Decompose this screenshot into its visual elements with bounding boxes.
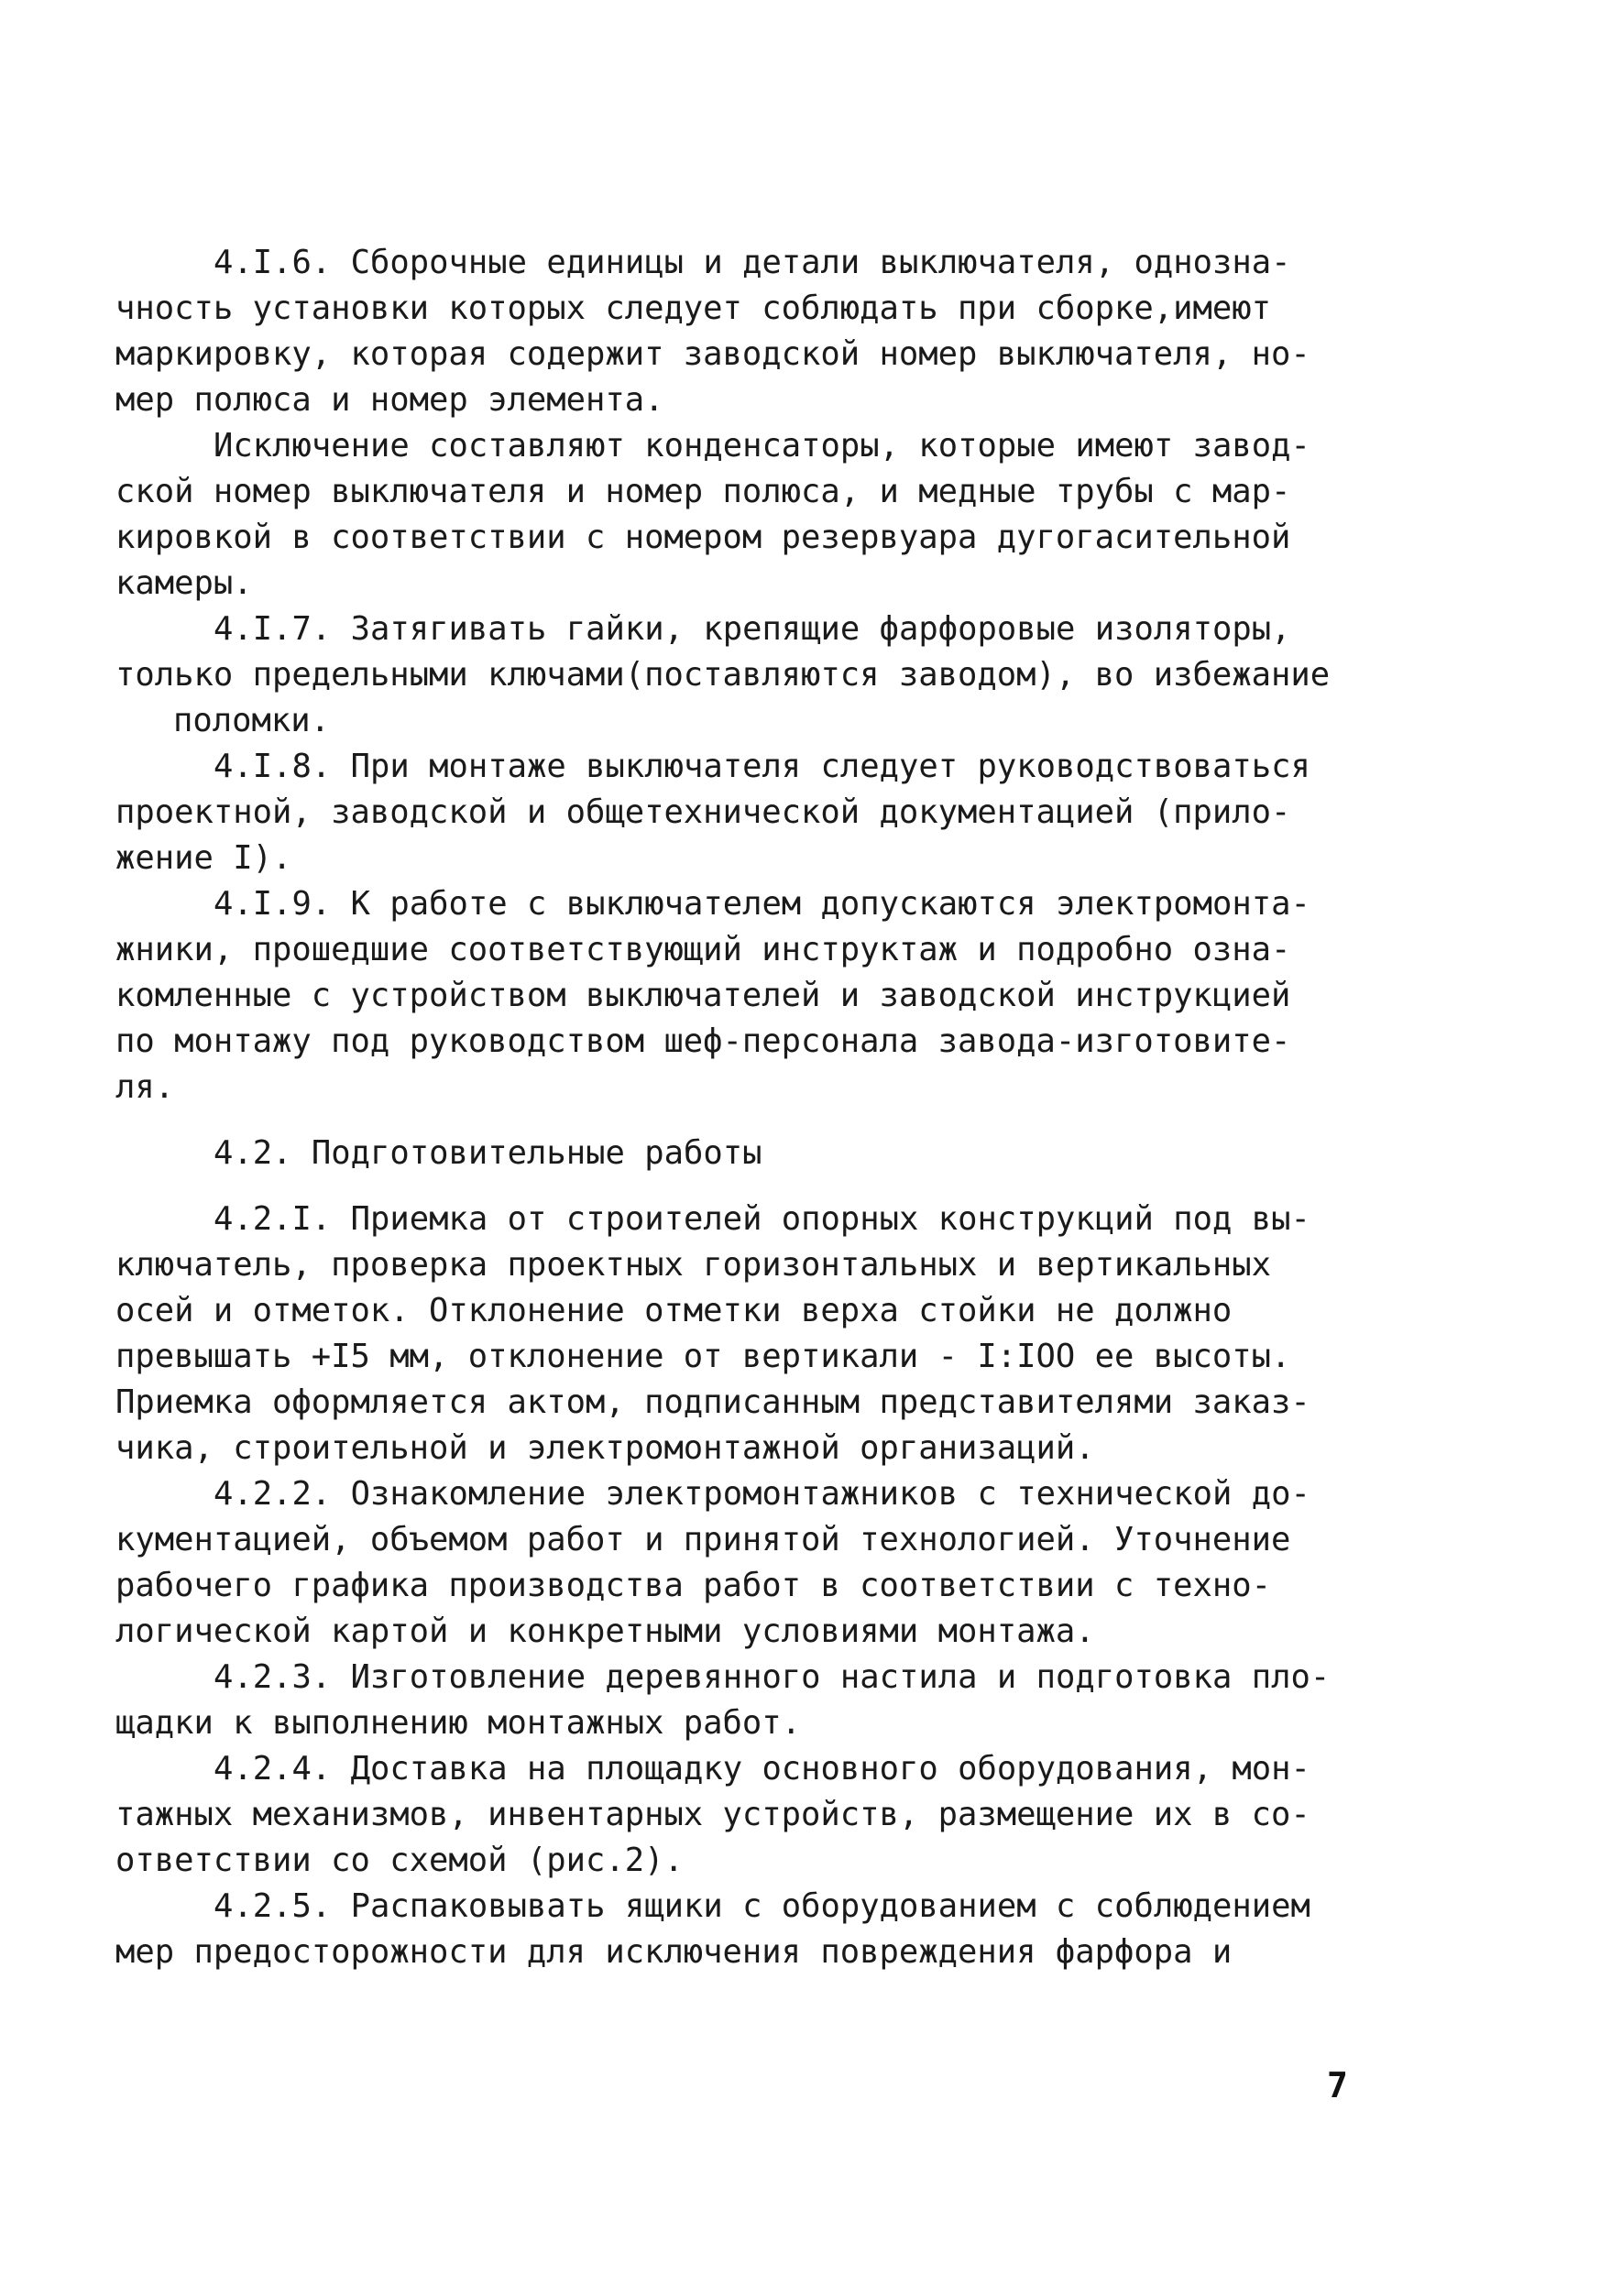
text-line: превышать +I5 мм, отклонение от вертикали - I:IОО ее высоты. xyxy=(115,1338,1291,1375)
text-line: 4.I.7. Затягивать гайки, крепящие фарфоровые изоляторы, xyxy=(214,610,1291,648)
text-line: чность установки которых следует соблюдать при сборке,имеют xyxy=(115,290,1271,327)
text-line: 4.2. Подготовительные работы xyxy=(214,1134,762,1172)
body-text xyxy=(115,240,1518,1975)
text-line: проектной, заводской и общетехнической документацией (прило- xyxy=(115,793,1291,831)
text-line: ответствии со схемой (рис.2). xyxy=(115,1842,684,1879)
text-line: кировкой в соответствии с номером резервуара дугогасительной xyxy=(115,519,1291,556)
text-line: логической картой и конкретными условиями монтажа. xyxy=(115,1613,1095,1650)
text-line: по монтажу под руководством шеф-персонала завода-изготовите- xyxy=(115,1022,1291,1060)
text-line: ключатель, проверка проектных горизонтальных и вертикальных xyxy=(115,1246,1271,1284)
text-line: 4.2.4. Доставка на площадку основного оборудования, мон- xyxy=(214,1750,1310,1788)
text-line: мер полюса и номер элемента. xyxy=(115,381,664,419)
text-line: 4.I.9. К работе с выключателем допускаются электромонта- xyxy=(214,885,1310,923)
text-line: камеры. xyxy=(115,564,253,602)
text-line: щадки к выполнению монтажных работ. xyxy=(115,1704,802,1742)
text-line: чика, строительной и электромонтажной организаций. xyxy=(115,1429,1095,1467)
text-line: Приемка оформляется актом, подписанным представителями заказ- xyxy=(115,1383,1310,1421)
text-line: Исключение составляют конденсаторы, которые имеют завод- xyxy=(214,427,1310,465)
text-line: жение I). xyxy=(115,839,292,877)
text-line: мер предосторожности для исключения повреждения фарфора и xyxy=(115,1933,1233,1971)
text-line: 4.2.I. Приемка от строителей опорных конструкций под вы- xyxy=(214,1200,1310,1238)
text-line: поломки. xyxy=(173,702,330,739)
text-line: ля. xyxy=(115,1068,175,1106)
text-line: жники, прошедшие соответствующий инструктаж и подробно озна- xyxy=(115,931,1291,968)
text-line: 4.2.3. Изготовление деревянного настила и подготовка пло- xyxy=(214,1658,1331,1696)
text-line: комленные с устройством выключателей и заводской инструкцией xyxy=(115,977,1291,1014)
page-number: 7 xyxy=(1327,2065,1348,2105)
text-line: 4.I.8. При монтаже выключателя следует руководствоваться xyxy=(214,748,1310,785)
text-line: маркировку, которая содержит заводской номер выключателя, но- xyxy=(115,335,1310,373)
text-line: 4.2.5. Распаковывать ящики с оборудованием с соблюдением xyxy=(214,1887,1310,1925)
text-line: 4.2.2. Ознакомление электромонтажников с технической до- xyxy=(214,1475,1310,1513)
text-line: осей и отметок. Отклонение отметки верха стойки не должно xyxy=(115,1292,1233,1329)
text-line: только предельными ключами(поставляются заводом), во избежание xyxy=(115,656,1331,694)
text-line: ской номер выключателя и номер полюса, и медные трубы с мар- xyxy=(115,473,1291,510)
text-line: рабочего графика производства работ в соответствии с техно- xyxy=(115,1567,1271,1604)
text-line: 4.I.6. Сборочные единицы и детали выключателя, однозна- xyxy=(214,244,1291,281)
text-line: тажных механизмов, инвентарных устройств, размещение их в со- xyxy=(115,1796,1310,1833)
text-line: кументацией, объемом работ и принятой технологией. Уточнение xyxy=(115,1521,1291,1558)
